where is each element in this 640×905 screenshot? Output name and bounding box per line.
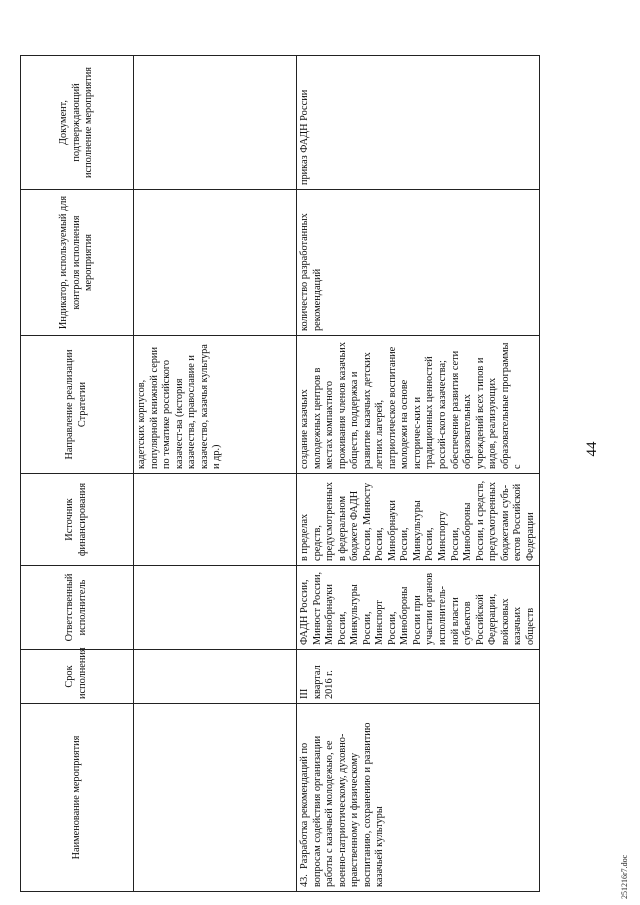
cell-document: приказ ФАДН России <box>297 56 540 190</box>
header-name: Наименование мероприятия <box>21 704 134 892</box>
cell-indicator: количество разработанных рекомендаций <box>297 190 540 336</box>
header-funding: Источник финансирования <box>21 474 134 566</box>
cell-funding: в пределах средств, предусмотренных в федеральном бюджете ФАДН России, Минюсту России, Минобрнауки России, Минкультуры России, Минспорту России, Минобороны России, и средств, предусмотренных бюджетами субъ-ектов Российской Федерации <box>297 474 540 566</box>
header-indicator: Индикатор, используемый для контроля исполнения мероприятия <box>21 190 134 336</box>
table-row-43 <box>297 56 540 892</box>
cell-deadline-empty <box>134 650 297 704</box>
cell-name-empty <box>134 704 297 892</box>
cell-document-empty <box>134 56 297 190</box>
table-row-continuation <box>134 56 297 892</box>
table-header-row <box>21 56 134 892</box>
page-number: 44 <box>584 441 600 457</box>
cell-name <box>297 704 540 892</box>
cell-indicator-empty <box>134 190 297 336</box>
footer-code: 251216r7.doc <box>620 854 629 899</box>
cell-executor-empty <box>134 566 297 650</box>
header-direction: Направление реализации Стратегии <box>21 336 134 474</box>
measures-table <box>20 55 540 892</box>
cell-deadline: III квартал 2016 г. <box>297 650 540 704</box>
header-executor: Ответственный исполнитель <box>21 566 134 650</box>
cell-funding-empty <box>134 474 297 566</box>
row-number: 43. <box>299 874 310 887</box>
header-deadline: Срок исполнения <box>21 650 134 704</box>
cell-direction: создание казачьих молодежных центров в местах компактного проживания членов казачьих обществ, поддержка и развитие казачьих детских летних лагерей, патриотическое воспитание молодежи на основе историчес-ких и традиционных ценностей россий-ского казачества; обеспечение развития сети образовательных учреждений всех типов и видов, реализующих образовательные программы с <box>297 336 540 474</box>
header-document: Документ, подтверждающий исполнение мероприятия <box>21 56 134 190</box>
cell-executor: ФАДН России, Минюст России, Минобрнауки России, Минкультуры России, Минспорт России, Минобороны России при участии органов исполнитель-ной власти субъектов Российской Федерации, войсковых казачьих обществ <box>297 566 540 650</box>
cell-direction-continued: кадетских корпусов, популярной книжной серии по тематике российского казачест-ва (история казачества, православие и казачество, казачья культура и др.) <box>134 336 297 474</box>
measure-name: Разработка рекомендаций по вопросам содействия организации работы с казачьей молодежью, ее военно-патриотическому, духовно-нравственному и физическому воспитанию, сохранению и развитию казачьей культуры <box>299 722 386 887</box>
